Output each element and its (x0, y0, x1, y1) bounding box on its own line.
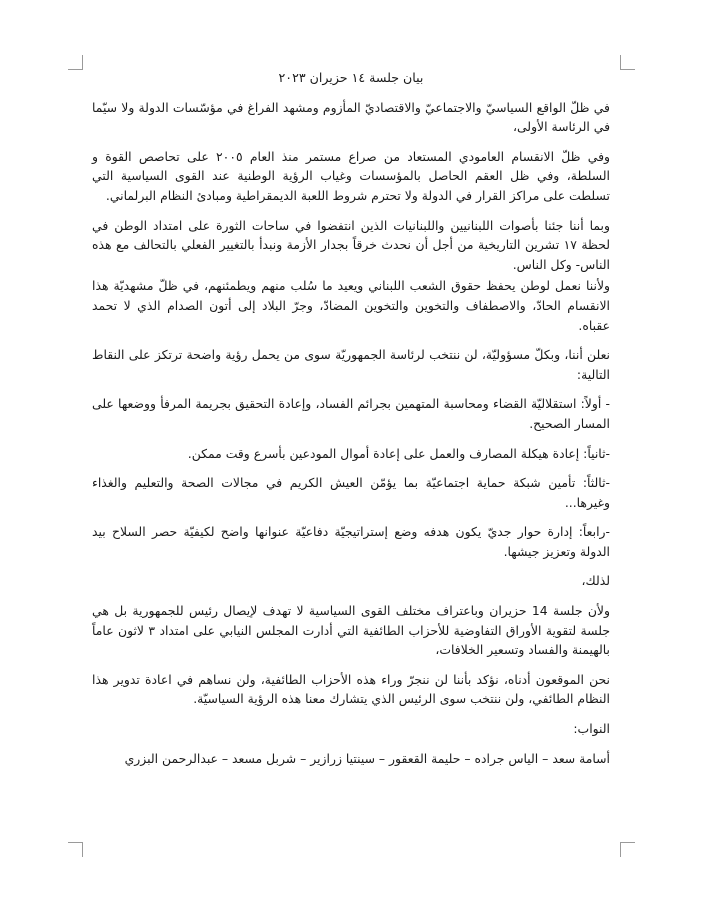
crop-mark-bottom-left (68, 842, 83, 857)
document-title: بيان جلسة ١٤ حزيران ٢٠٢٣ (278, 70, 424, 85)
paragraph-revolution: وبما أننا جئنا بأصوات اللبنانيين واللبنانيات الذين انتفضوا في ساحات الثورة على امتداد الوطن في لحظة ١٧ تشرين التاريخية من أجل أن نحدث خرقاً بجدار الأزمة ونبدأ بالتغيير الفعلي بالتحالف مع هذه الناس- وكل الناس. (92, 217, 610, 272)
paragraph-therefore: لذلك، (581, 573, 610, 589)
paragraph-nation: ولأننا نعمل لوطن يحفظ حقوق الشعب اللبناني ويعيد ما سُلب منهم ويطمئنهم، في ظلّ مشهديّة هذا الانقسام الحادّ، والاصطفاف والتخوين والتخوين المضادّ، وجرّ البلاد إلى أتون الصدام الذي لا تحمد عقباه. (92, 278, 610, 333)
crop-mark-bottom-right (620, 842, 635, 857)
point-third: -ثالثاً: تأمين شبكة حماية اجتماعيّة بما يؤمّن العيش الكريم في مجالات الصحة والتعليم والغذاء وغيرها... (92, 475, 610, 510)
crop-mark-top-left (68, 55, 83, 70)
paragraph-announcement: نعلن أننا، وبكلّ مسؤوليّة، لن ننتخب لرئاسة الجمهوريّة سوى من يحمل رؤية واضحة ترتكز على النقاط التالية: (92, 347, 610, 382)
point-fourth: -رابعاً: إدارة حوار جديّ يكون هدفه وضع إستراتيجيّة دفاعيّة عنوانها واضح لكيفيّة حصر السلاح بيد الدولة وتعزيز جيشها. (92, 524, 610, 559)
point-second: -ثانياً: إعادة هيكلة المصارف والعمل على إعادة أموال المودعين بأسرع وقت ممكن. (187, 445, 610, 461)
point-first: - أولاً: استقلاليّة القضاء ومحاسبة المتهمين بجرائم الفساد، وإعادة التحقيق بجريمة المرفأ ووضعها على المسار الصحيح. (92, 396, 610, 431)
signatories-heading: النواب: (573, 721, 610, 737)
paragraph-division: وفي ظلّ الانقسام العامودي المستعاد من صراع مستمر منذ العام ٢٠٠٥ على تحاصص القوة و السلطة، وفي ظل العقم الحاصل بالمؤسسات وغياب الرؤية الوطنية عند القوى السياسية التي تسلطت على مراكز القرار في الدولة ولا تحترم شروط اللعبة الديمقراطية ومبادئ النظام البرلماني. (92, 148, 610, 203)
signatories-list: أسامة سعد – الياس جراده – حليمة القعقور – سينتيا زرازير – شربل مسعد – عبدالرحمن البزري (124, 750, 610, 766)
paragraph-session: ولأن جلسة 14 حزيران وباعتراف مختلف القوى السياسية لا تهدف لإيصال رئيس للجمهورية بل هي جلسة لتقوية الأوراق التفاوضية للأحزاب الطائفية التي أدارت المجلس النيابي على امتداد ٣ لاثون عاماً بالهيمنة والفساد وتسعير الخلافات، (92, 603, 610, 658)
paragraph-context: في ظلّ الواقع السياسيّ والاجتماعيّ والاقتصاديّ المأزوم ومشهد الفراغ في مؤسّسات الدولة ولا سيّما في الرئاسة الأولى، (92, 99, 610, 135)
document-body (92, 68, 610, 778)
crop-mark-top-right (620, 55, 635, 70)
paragraph-declaration: نحن الموقعون أدناه، نؤكد بأننا لن ننجرّ وراء هذه الأحزاب الطائفية، ولن نساهم في اعادة تدوير هذا النظام الطائفي، ولن ننتخب سوى الرئيس الذي يتشارك معنا هذه الرؤية السياسيّة. (92, 671, 610, 707)
